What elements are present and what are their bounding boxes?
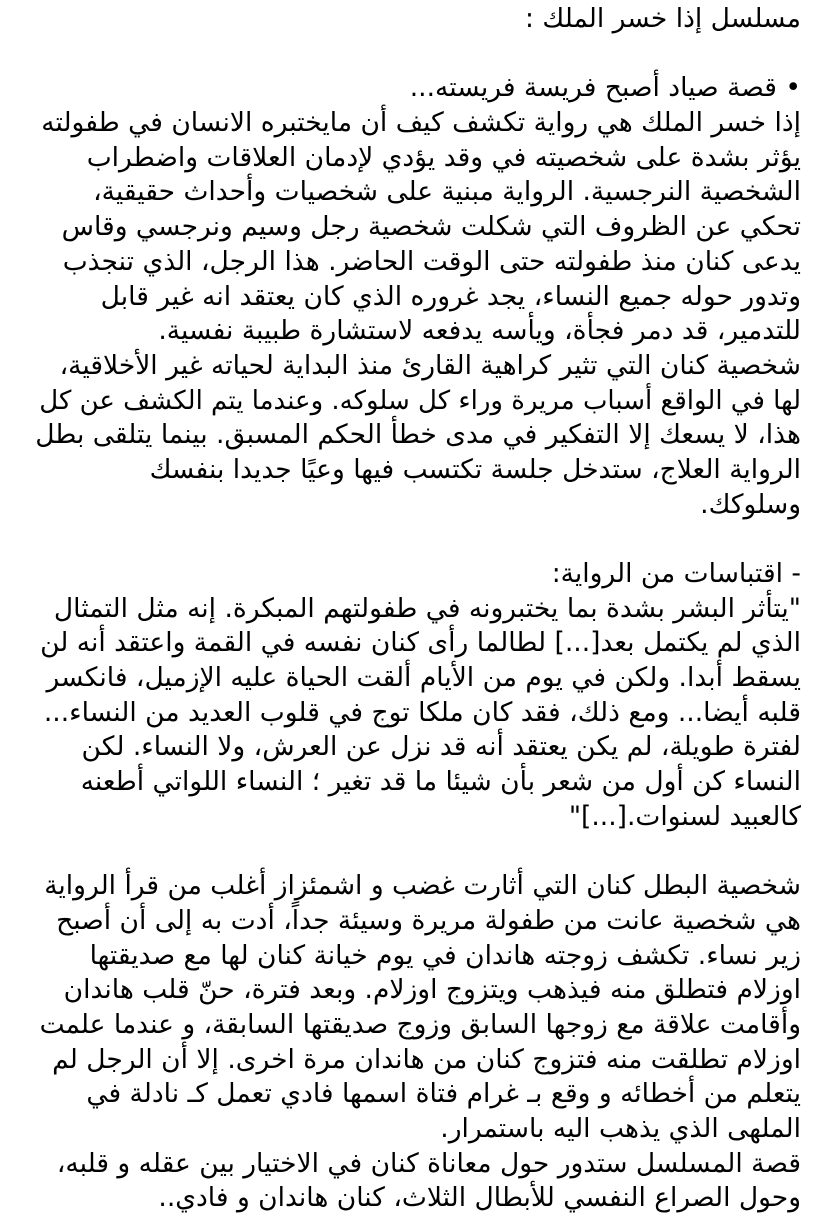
synopsis-line: وتدور حوله جميع النساء، يجد غروره الذي كان يعتقد انه غير قابل [100,280,801,312]
plot-line: اوزلام تطلقت منه فتزوج كنان من هاندان مرة اخرى. إلا أن الرجل لم [52,1043,801,1075]
synopsis-heading: • قصة صياد أصبح فريسة فريسته... [409,72,801,104]
plot-line: يتعلم من أخطائه و وقع بـ غرام فتاة اسمها فادي تعمل كـ نادلة في [86,1078,801,1110]
plot-line: شخصية البطل كنان التي أثارت غضب و اشمئزاز أغلب من قرأ الرواية [44,870,801,902]
synopsis-section [26,71,801,522]
synopsis-line: تحكي عن الظروف التي شكلت شخصية رجل وسيم ونرجسي وقاس [61,211,801,243]
quote-line: "يتأثر البشر بشدة بما يختبرونه في طفولتهم المبكرة. إنه مثل التمثال [53,592,801,624]
plot-line: وحول الصراع النفسي للأبطال الثلاث، كنان هاندان و فادي.. [158,1182,801,1214]
quotes-section [26,557,801,835]
plot-line: هي شخصية عانت من طفولة مريرة وسيئة جداً، أدت به إلى أن أصبح [56,904,801,936]
plot-line: وأقامت علاقة مع زوجها السابق وزوج صديقتها السابقة، و عندما علمت [39,1008,801,1040]
synopsis-line: هذا، لا يسعك إلا التفكير في مدى خطأ الحكم المسبق. بينما يتلقى بطل [35,419,801,451]
synopsis-line: يدعى كنان منذ طفولته حتى الوقت الحاضر. هذا الرجل، الذي تنجذب [62,245,801,277]
quote-line: قلبه أيضا... ومع ذلك، فقد كان ملكا توج في قلوب العديد من النساء... [43,696,801,728]
synopsis-line: وسلوكك. [700,488,801,520]
synopsis-line: الشخصية النرجسية. الرواية مبنية على شخصيات وأحداث حقيقية، [93,176,801,208]
quotes-heading: - اقتباسات من الرواية: [551,558,801,589]
synopsis-line: يؤثر بشدة على شخصيته في وقد يؤدي لإدمان العلاقات واضطراب [86,141,801,173]
synopsis-line: إذا خسر الملك هي رواية تكشف كيف أن مايختبره الانسان في طفولته [41,107,801,139]
quote-line: الذي لم يكتمل بعد[...] لطالما رأى كنان نفسه في القمة واعتقد أنه لن [40,627,801,659]
plot-line: الملهى الذي يذهب اليه باستمرار. [440,1113,801,1144]
paragraph-spacer [26,522,801,557]
paragraph-spacer [26,37,801,72]
synopsis-line: لها في الواقع أسباب مريرة وراء كل سلوكه. وعندما يتم الكشف عن كل [39,385,801,416]
synopsis-line: شخصية كنان التي تثير كراهية القارئ منذ البداية لحياته غير الأخلاقية، [59,349,801,381]
quote-line: النساء كن أول من شعر بأن شيئا ما قد تغير ؛ النساء اللواتي أطعنه [80,766,801,798]
page-title: مسلسل إذا خسر الملك : [525,3,801,34]
quote-line: لفترة طويلة، لم يكن يعتقد أنه قد نزل عن العرش، ولا النساء. لكن [81,731,801,763]
synopsis-line: للتدمير، قد دمر فجأة، ويأسه يدفعه لاستشارة طبيبة نفسية. [158,315,801,347]
paragraph-spacer [26,835,801,870]
synopsis-line: الرواية العلاج، ستدخل جلسة تكتسب فيها وعيًا جديدا بنفسك [149,453,801,485]
plot-section [26,869,801,1216]
plot-line: زير نساء. تكشف زوجته هاندان في يوم خيانة كنان لها مع صديقتها [89,939,801,971]
quote-line: كالعبيد لسنوات.[...]" [568,800,801,832]
quote-line: يسقط أبدا. ولكن في يوم من الأيام ألقت الحياة عليه الإزميل، فانكسر [46,662,801,694]
plot-line: اوزلام فتطلق منه فيذهب ويتزوج اوزلام. وبعد فترة، حنّ قلب هاندان [63,974,801,1006]
plot-line: قصة المسلسل ستدور حول معاناة كنان في الاختيار بين عقله و قلبه، [56,1147,801,1179]
